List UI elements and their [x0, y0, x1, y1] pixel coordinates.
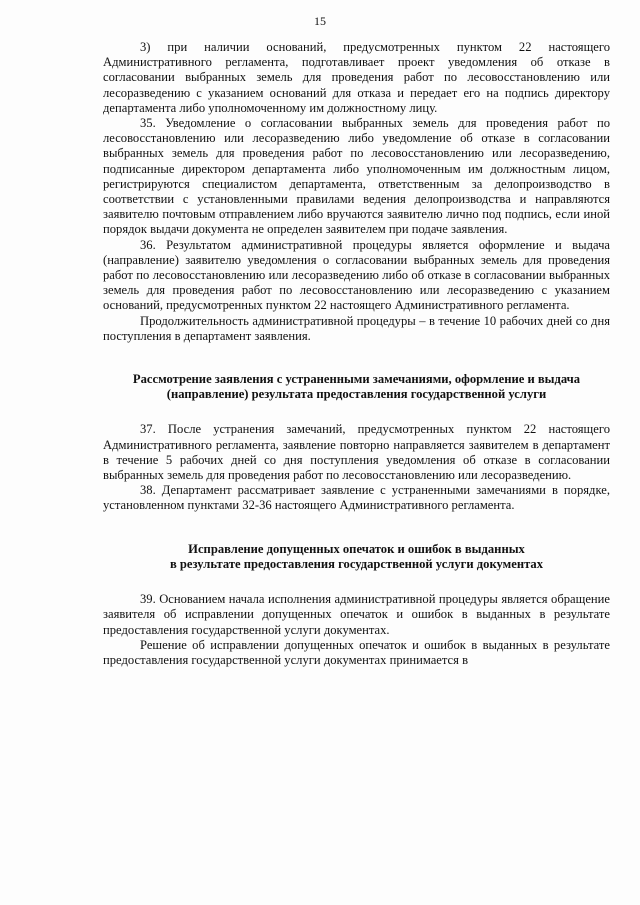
spacer — [103, 514, 610, 542]
spacer — [103, 344, 610, 372]
paragraph-37: 37. После устранения замечаний, предусмотренных пунктом 22 настоящего Административного регламента, заявление повторно направляется заявителем в департамент в течение 5 рабочих дней со дня поступления уведомления об отказе в согласовании выбранных земель для проведения работ по лесовосстановлению или лесоразведению. — [103, 422, 610, 483]
paragraph-35: 35. Уведомление о согласовании выбранных земель для проведения работ по лесовосстановлению или лесоразведению либо уведомление об отказе в согласовании выбранных земель для проведения работ по лесовосстановлению или лесоразведению, подписанные директором департамента либо уполномоченным им должностным лицом, регистрируются специалистом департамента, ответственным за делопроизводство в соответствии с установленными правилами ведения делопроизводства и направляются заявителю почтовым отправлением либо вручаются заявителю лично под подпись, если иной порядок выдачи документа не определен заявителем при подаче заявления. — [103, 116, 610, 237]
page-number: 15 — [314, 14, 326, 28]
section-heading-corrections-line1: Исправление допущенных опечаток и ошибок в выданных — [188, 541, 525, 556]
section-heading-resubmission: Рассмотрение заявления с устраненными замечаниями, оформление и выдача (направление) результата предоставления государственной услуги — [132, 372, 581, 402]
spacer — [103, 402, 610, 422]
paragraph-38: 38. Департамент рассматривает заявление с устраненными замечаниями в порядке, установленном пунктами 32-36 настоящего Административного регламента. — [103, 483, 610, 513]
section-heading-corrections-line2: в результате предоставления государственной услуги документах — [169, 556, 544, 571]
spacer — [103, 572, 610, 592]
paragraph-34-3: 3) при наличии оснований, предусмотренных пунктом 22 настоящего Административного регламента, подготавливает проект уведомления об отказе в согласовании выбранных земель для проведения работ по лесовосстановлению или лесоразведению с указанием оснований для отказа и передает его на подпись директору департамента либо уполномоченному им должностному лицу. — [103, 40, 610, 115]
paragraph-duration: Продолжительность административной процедуры – в течение 10 рабочих дней со дня поступления в департамент заявления. — [103, 313, 610, 343]
paragraph-36: 36. Результатом административной процедуры является оформление и выдача (направление) заявителю уведомления о согласовании выбранных земель для проведения работ по лесовосстановлению или лесоразведению либо об отказе в согласовании выбранных земель для проведения работ по лесовосстановлению или лесоразведению с указанием оснований, предусмотренных пунктом 22 настоящего Административного регламента. — [103, 237, 610, 313]
page-content — [103, 40, 610, 668]
paragraph-decision: Решение об исправлении допущенных опечаток и ошибок в выданных в результате предоставления государственной услуги документах принимается в — [103, 637, 610, 667]
paragraph-39: 39. Основанием начала исполнения административной процедуры является обращение заявителя об исправлении допущенных опечаток и ошибок в выданных в результате предоставления государственной услуги документах. — [103, 592, 610, 637]
